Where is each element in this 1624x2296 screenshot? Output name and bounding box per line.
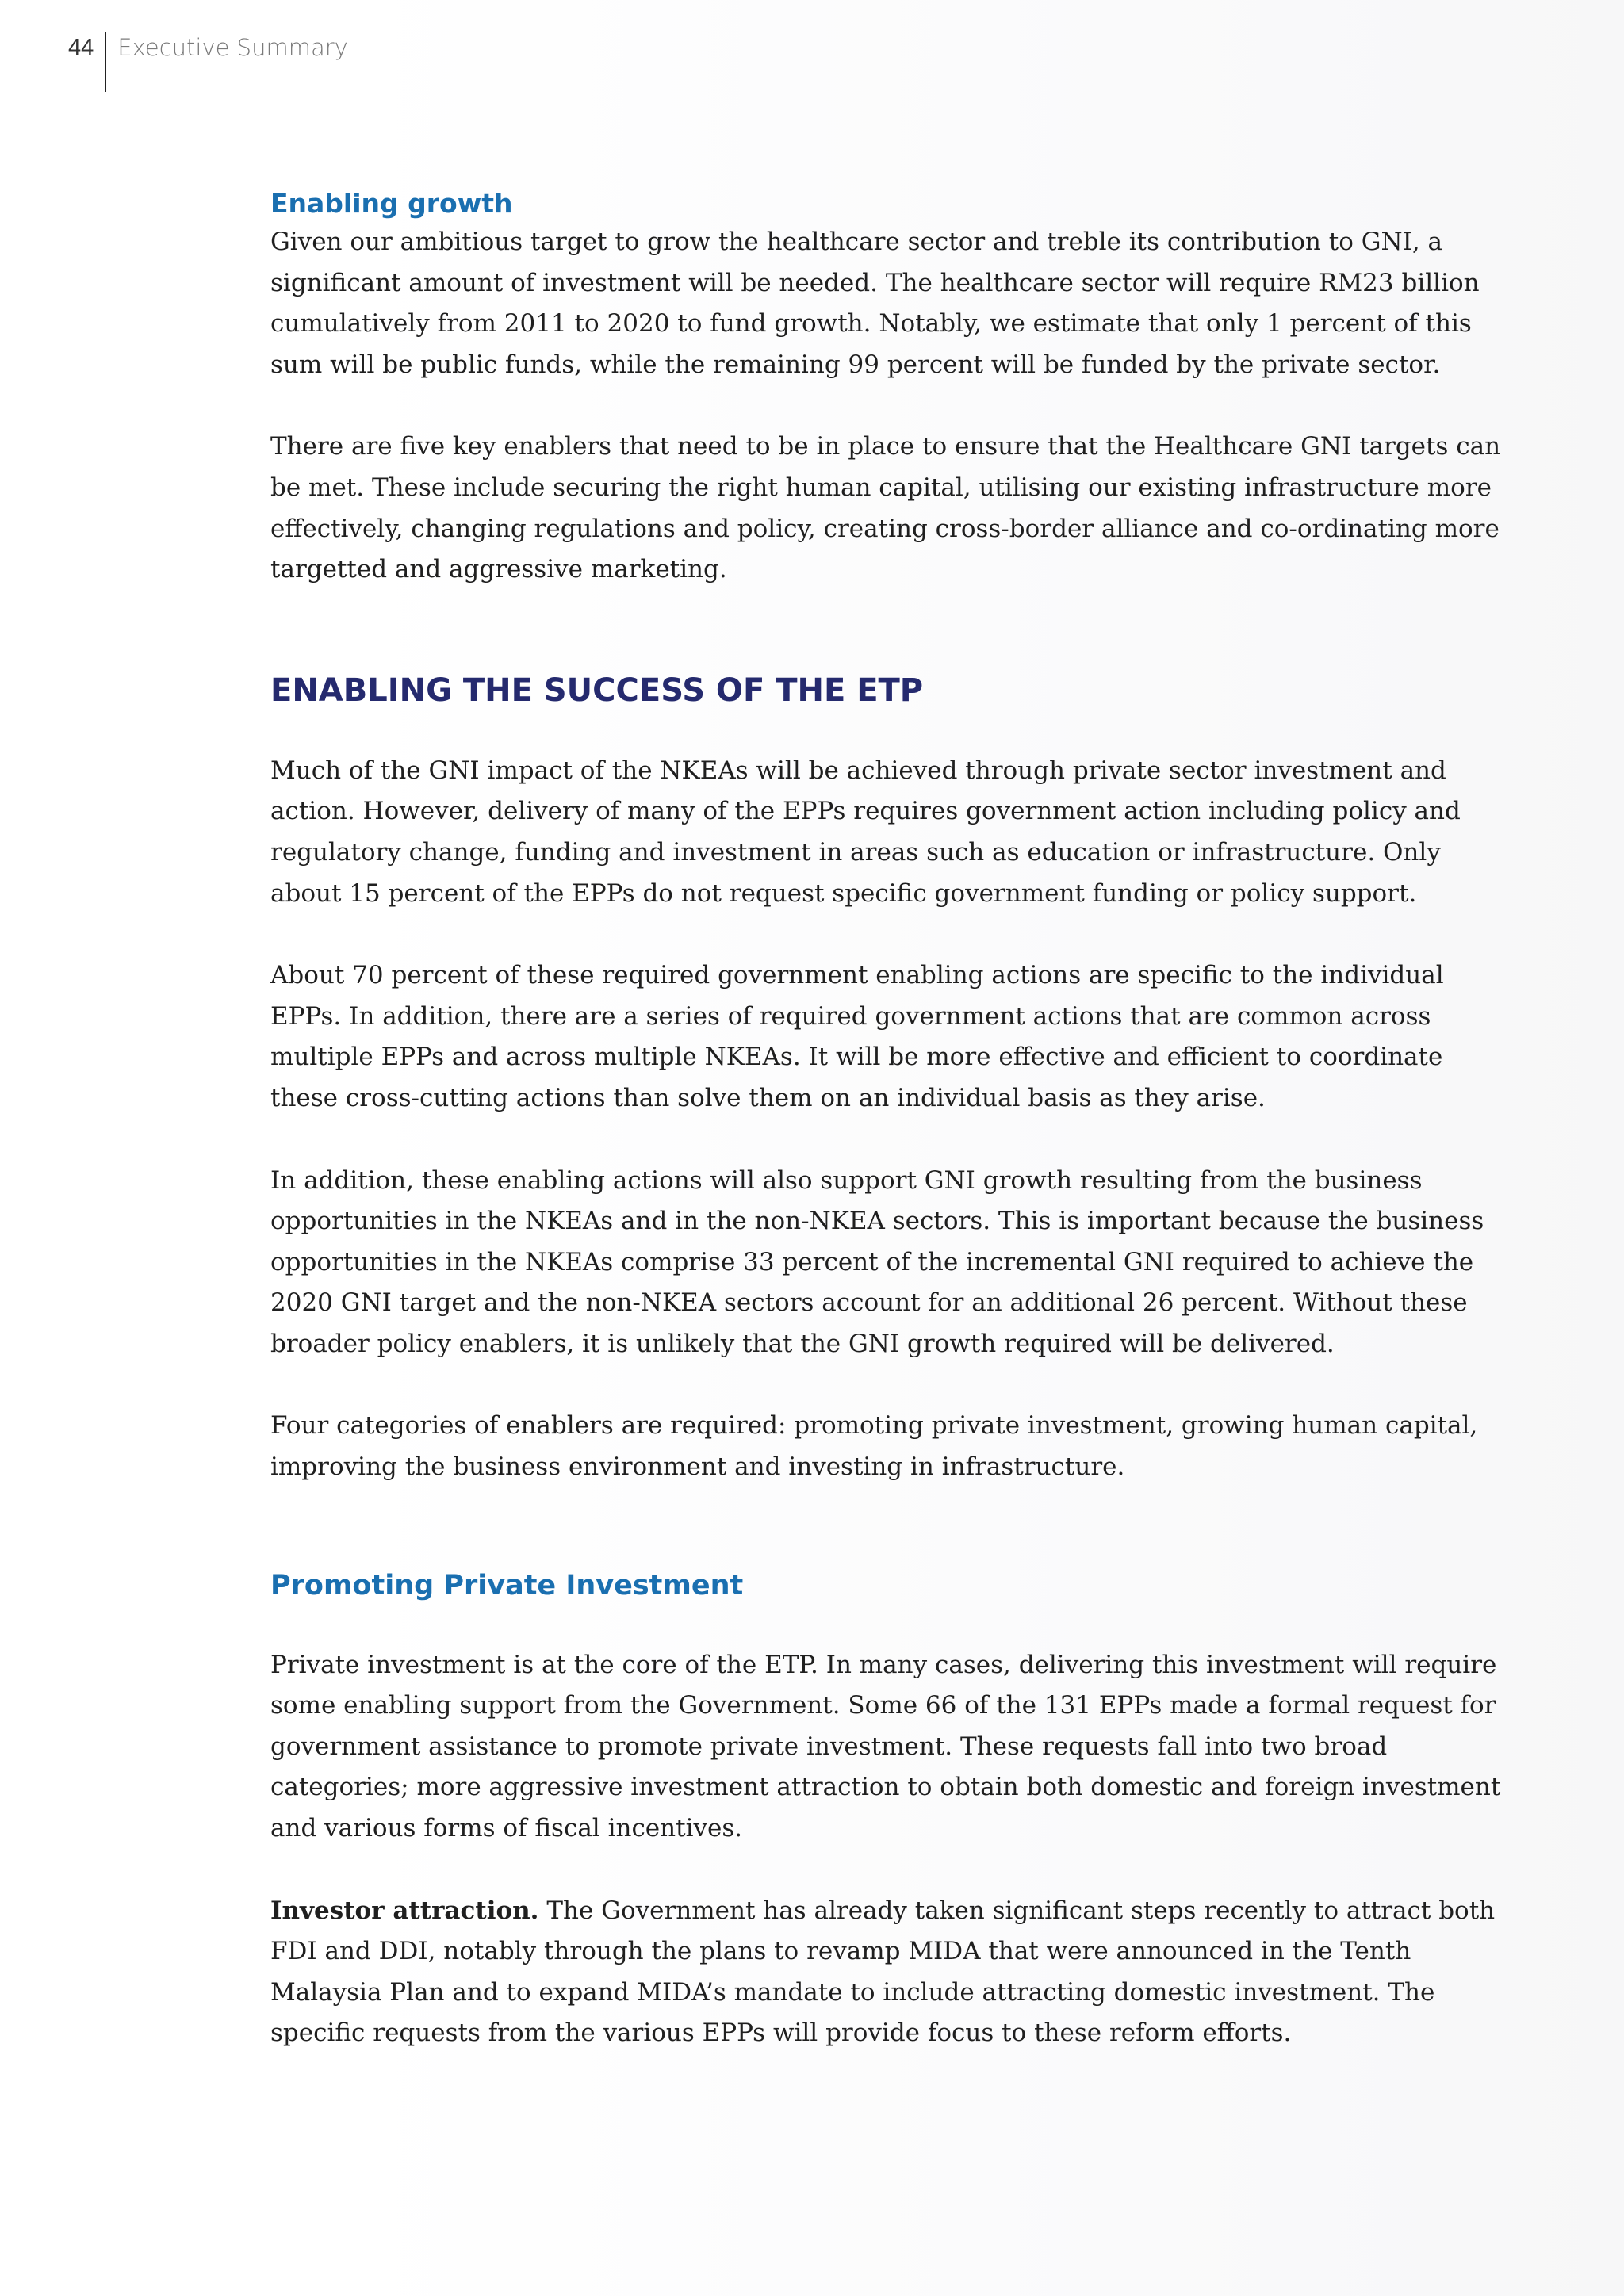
subsection-title-private-investment: Promoting Private Investment: [270, 1569, 744, 1601]
body-paragraph: Given our ambitious target to grow the healthcare sector and treble its contribution to GNI, a significant amount of investment will be needed. The healthcare sector will require RM23 billion cumulatively from 2011 to 2020 to fund growth. Notably, we estimate that only 1 percent of this sum will be public funds, while the remaining 99 percent will be funded by the private sector.: [270, 228, 1480, 379]
body-paragraph: About 70 percent of these required government enabling actions are specific to the individual EPPs. In addition, there are a series of required government actions that are common across multiple EPPs and across multiple NKEAs. It will be more effective and efficient to coordinate these cross-cutting actions than solve them on an individual basis as they arise.: [270, 961, 1444, 1112]
body-paragraph: Four categories of enablers are required: promoting private investment, growing human capital, improving the business environment and investing in infrastructure.: [270, 1411, 1478, 1482]
investor-attraction-paragraph: [270, 1891, 1515, 2054]
body-paragraph: Much of the GNI impact of the NKEAs will be achieved through private sector investment and action. However, delivery of many of the EPPs requires government action including policy and regulatory change, funding and investment in areas such as education or infrastructure. Only about 15 percent of the EPPs do not request specific government funding or policy support.: [270, 756, 1461, 908]
enabling-growth-heading: Enabling growth: [270, 188, 513, 219]
body-paragraph: There are five key enablers that need to be in place to ensure that the Healthcare GNI targets can be met. These include securing the right human capital, utilising our existing infrastructure more effectively, changing regulations and policy, creating cross-border alliance and co-ordinating more targetted and aggressive marketing.: [270, 432, 1501, 584]
investor-attraction-lead: Investor attraction.: [270, 1896, 539, 1925]
section-title-etp: ENABLING THE SUCCESS OF THE ETP: [270, 672, 924, 709]
main-content: [270, 186, 1515, 2054]
page-number: 44: [68, 35, 94, 60]
body-paragraph: Private investment is at the core of the ETP. In many cases, delivering this investment will require some enabling support from the Government. Some 66 of the 131 EPPs made a formal request for government assistance to promote private investment. These requests fall into two broad categories; more aggressive investment attraction to obtain both domestic and foreign investment and various forms of fiscal incentives.: [270, 1650, 1501, 1843]
page-header: [68, 32, 348, 92]
investor-attraction-text: The Government has already taken significant steps recently to attract both FDI and DDI, notably through the plans to revamp MIDA that were announced in the Tenth Malaysia Plan and to expand MIDA’s mandate to include attracting domestic investment. The specific requests from the various EPPs will provide focus to these reform efforts.: [270, 1896, 1496, 2048]
running-section-name: Executive Summary: [117, 34, 348, 61]
header-divider: [105, 32, 106, 92]
body-paragraph: In addition, these enabling actions will also support GNI growth resulting from the business opportunities in the NKEAs and in the non-NKEA sectors. This is important because the business opportunities in the NKEAs comprise 33 percent of the incremental GNI required to achieve the 2020 GNI target and the non-NKEA sectors account for an additional 26 percent. Without these broader policy enablers, it is unlikely that the GNI growth required will be delivered.: [270, 1165, 1484, 1358]
